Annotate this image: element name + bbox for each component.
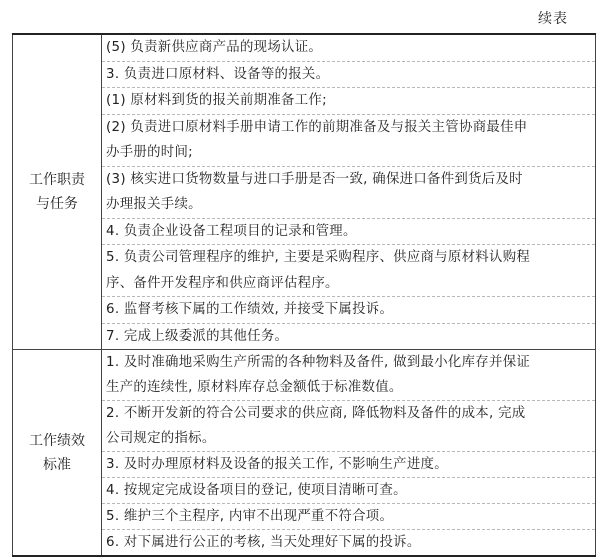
performance-label-line: 标准 bbox=[43, 456, 71, 473]
duties-label-line: 工作职责 bbox=[29, 172, 85, 188]
list-item: (1) 原材料到货的报关前期准备工作; bbox=[102, 88, 595, 115]
list-item: 6. 监督考核下属的工作绩效, 并接受下属投诉。 bbox=[102, 297, 595, 324]
list-item: 5. 负责公司管理程序的维护, 主要是采购程序、供应商与原材料认购程 序、备件开发程序和供应商评估程序。 bbox=[102, 245, 595, 297]
list-item: 5. 维护三个主程序, 内审不出现严重不符合项。 bbox=[102, 504, 595, 530]
list-item: 7. 完成上级委派的其他任务。 bbox=[106, 328, 289, 344]
list-item: 1. 及时准确地采购生产所需的各种物料及备件, 做到最小化库存并保证 生产的连续性, 原材料库存总金额低于标准数值。 bbox=[102, 350, 595, 401]
duties-label-line: 与任务 bbox=[36, 196, 78, 212]
job-description-table bbox=[12, 33, 596, 557]
list-item: 3. 及时办理原材料及设备的报关工作, 不影响生产进度。 bbox=[102, 452, 595, 478]
list-item: (3) 核实进口货物数量与进口手册是否一致, 确保进口备件到货后及时 办理报关手续。 bbox=[102, 167, 595, 219]
duties-content bbox=[102, 34, 596, 350]
list-item: 4. 按规定完成设备项目的登记, 使项目清晰可查。 bbox=[102, 478, 595, 504]
duties-label bbox=[13, 34, 102, 350]
performance-row bbox=[13, 350, 596, 557]
continued-label: 续表 bbox=[538, 11, 568, 27]
performance-label bbox=[13, 350, 102, 557]
list-item: 3. 负责进口原材料、设备等的报关。 bbox=[102, 62, 595, 89]
list-item: (5) 负责新供应商产品的现场认证。 bbox=[102, 35, 595, 62]
list-item: (2) 负责进口原材料手册申请工作的前期准备及与报关主管协商最佳申 办手册的时间; bbox=[102, 115, 595, 167]
performance-content bbox=[102, 350, 596, 557]
list-item: 2. 不断开发新的符合公司要求的供应商, 降低物料及备件的成本, 完成 公司规定的指标。 bbox=[102, 401, 595, 452]
performance-label-line: 工作绩效 bbox=[29, 432, 85, 449]
duties-row bbox=[13, 34, 596, 350]
list-item: 6. 对下属进行公正的考核, 当天处理好下属的投诉。 bbox=[106, 535, 421, 550]
list-item: 4. 负责企业设备工程项目的记录和管理。 bbox=[102, 219, 595, 246]
